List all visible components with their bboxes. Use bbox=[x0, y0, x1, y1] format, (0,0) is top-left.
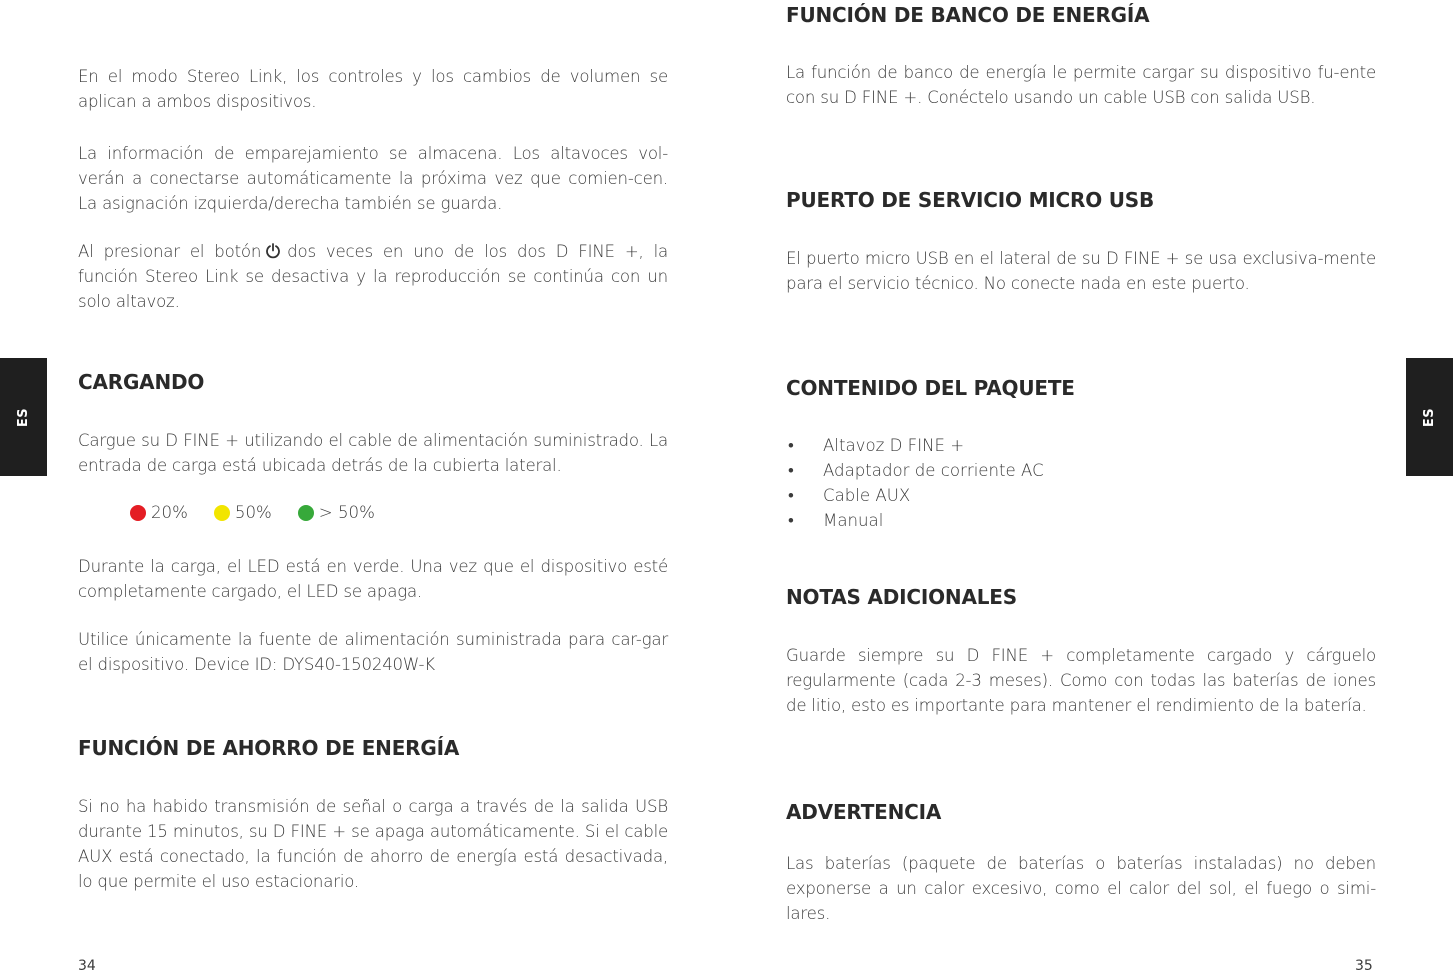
page-number: 35 bbox=[1355, 958, 1373, 974]
warning-paragraph-block bbox=[786, 851, 1376, 926]
legend-label: 20% bbox=[151, 503, 188, 522]
package-contents-heading: CONTENIDO DEL PAQUETE bbox=[786, 376, 1075, 400]
stereo-link-paragraph-1 bbox=[78, 64, 668, 114]
green-dot-icon bbox=[298, 505, 314, 521]
stereo-link-paragraph-2 bbox=[78, 141, 668, 216]
micro-usb-heading: PUERTO DE SERVICIO MICRO USB bbox=[786, 188, 1155, 212]
paragraph: La información de emparejamiento se almacena. Los altavoces vol-verán a conectarse automáticamente la próxima vez que comien-cen. La asignación izquierda/derecha también se guarda. bbox=[78, 144, 668, 213]
paragraph-text-start: Al presionar el botón bbox=[78, 242, 262, 261]
list-item: • Adaptador de corriente AC bbox=[786, 458, 1376, 483]
legend-item-red bbox=[130, 503, 188, 522]
charging-heading: CARGANDO bbox=[78, 370, 205, 394]
power-supply-paragraph-block bbox=[78, 627, 668, 677]
energy-saving-paragraph-block bbox=[78, 794, 668, 894]
led-paragraph-block bbox=[78, 554, 668, 604]
list-item: • Manual bbox=[786, 508, 1376, 533]
additional-notes-heading: NOTAS ADICIONALES bbox=[786, 585, 1017, 609]
paragraph bbox=[78, 239, 668, 314]
power-supply-paragraph: Utilice únicamente la fuente de alimentación suministrada para car-gar el dispositivo. Device ID: DYS40-150240W-K bbox=[78, 630, 668, 674]
legend-label: 50% bbox=[234, 503, 272, 522]
yellow-dot-icon bbox=[214, 505, 230, 521]
charging-section bbox=[78, 369, 668, 395]
red-dot-icon bbox=[130, 505, 146, 521]
language-tab-label: ES bbox=[16, 407, 31, 427]
warning-paragraph: Las baterías (paquete de baterías o baterías instaladas) no deben exponerse a un calor excesivo, como el calor del sol, el fuego o simi-lares. bbox=[786, 854, 1376, 923]
micro-usb-section bbox=[786, 187, 1376, 213]
stereo-link-paragraph-3 bbox=[78, 239, 668, 314]
charging-paragraph-block bbox=[78, 428, 668, 478]
power-bank-paragraph-block bbox=[786, 60, 1376, 110]
led-paragraph: Durante la carga, el LED está en verde. Una vez que el dispositivo esté completamente cargado, el LED se apaga. bbox=[78, 557, 668, 601]
package-contents-list-block bbox=[786, 433, 1376, 533]
micro-usb-paragraph-block bbox=[786, 246, 1376, 296]
page-number: 34 bbox=[78, 958, 96, 974]
legend-item-green bbox=[298, 503, 375, 522]
left-page bbox=[0, 0, 726, 975]
power-bank-section bbox=[786, 2, 1376, 28]
right-page bbox=[727, 0, 1453, 975]
legend-label: > 50% bbox=[318, 503, 375, 522]
micro-usb-paragraph: El puerto micro USB en el lateral de su D FINE + se usa exclusiva-mente para el servicio técnico. No conecte nada en este puerto. bbox=[786, 249, 1376, 293]
energy-saving-paragraph: Si no ha habido transmisión de señal o carga a través de la salida USB durante 15 minutos, su D FINE + se apaga automáticamente. Si el cable AUX está conectado, la función de ahorro de energía está desactivada, lo que permite el uso estacionario. bbox=[78, 797, 668, 891]
package-contents-list bbox=[786, 433, 1376, 533]
power-bank-heading: FUNCIÓN DE BANCO DE ENERGÍA bbox=[786, 3, 1150, 27]
package-contents-section bbox=[786, 375, 1376, 401]
energy-saving-heading: FUNCIÓN DE AHORRO DE ENERGÍA bbox=[78, 736, 460, 760]
legend-item-yellow bbox=[214, 503, 272, 522]
list-item: • Cable AUX bbox=[786, 483, 1376, 508]
led-legend bbox=[130, 503, 401, 522]
paragraph: En el modo Stereo Link, los controles y los cambios de volumen se aplican a ambos dispositivos. bbox=[78, 67, 668, 111]
paragraph-text-end: dos veces en uno de los dos D FINE +, la función Stereo Link se desactiva y la reproducción se continúa con un solo altavoz. bbox=[78, 242, 668, 311]
warning-heading: ADVERTENCIA bbox=[786, 800, 942, 824]
list-item: • Altavoz D FINE + bbox=[786, 433, 1376, 458]
power-bank-paragraph: La función de banco de energía le permite cargar su dispositivo fu-ente con su D FINE +. Conéctelo usando un cable USB con salida USB. bbox=[786, 63, 1376, 107]
power-icon bbox=[265, 243, 281, 259]
additional-notes-section bbox=[786, 584, 1376, 610]
energy-saving-section bbox=[78, 735, 668, 761]
charging-paragraph: Cargue su D FINE + utilizando el cable de alimentación suministrado. La entrada de carga está ubicada detrás de la cubierta lateral. bbox=[78, 431, 668, 475]
language-tab-left bbox=[0, 358, 47, 476]
additional-notes-paragraph: Guarde siempre su D FINE + completamente cargado y cárguelo regularmente (cada 2-3 meses). Como con todas las baterías de iones de litio, esto es importante para mantener el rendimiento de la batería. bbox=[786, 646, 1376, 715]
language-tab-label: ES bbox=[1422, 407, 1437, 427]
warning-section bbox=[786, 799, 1376, 825]
language-tab-right bbox=[1406, 358, 1453, 476]
additional-notes-paragraph-block bbox=[786, 643, 1376, 718]
